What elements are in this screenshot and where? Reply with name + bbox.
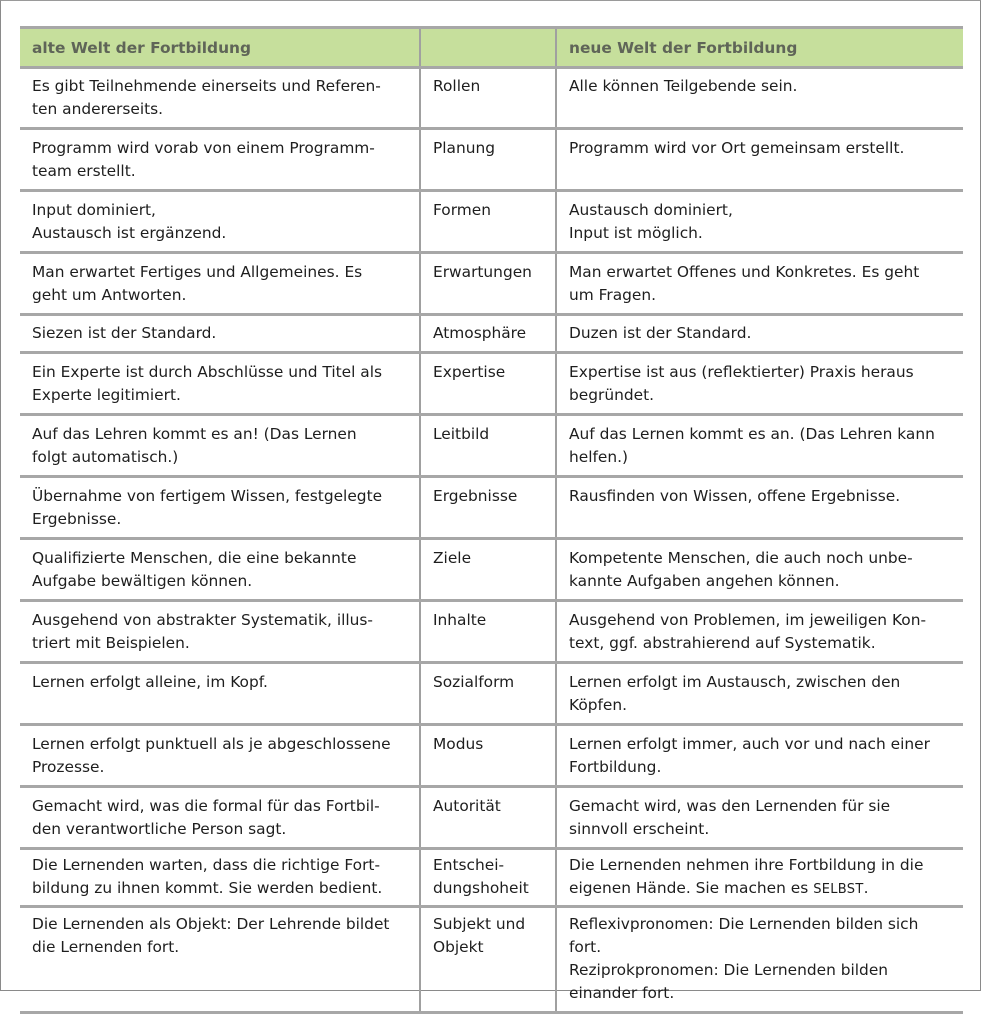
cell-line (569, 485, 951, 508)
cell-text: Die Lernenden nehmen ihre Fortbildung in die (569, 856, 924, 874)
cell-line (433, 75, 543, 98)
cell-text: Ein Experte ist durch Abschlüsse und Titel als (32, 363, 383, 381)
cell-line (569, 446, 951, 469)
cell-line (569, 632, 951, 655)
cell-old-world (20, 907, 420, 1013)
cell-text: Planung (433, 139, 496, 157)
table-row (20, 477, 963, 539)
cell-text: Ergebnisse (433, 487, 518, 505)
cell-new-world (556, 253, 963, 315)
cell-text: den verantwortliche Person sagt. (32, 820, 287, 838)
cell-line (569, 936, 951, 959)
cell-old-world (20, 787, 420, 849)
cell-text: Lernen erfolgt punktuell als je abgeschlossene (32, 735, 391, 753)
cell-line (569, 877, 951, 901)
cell-aspect (420, 415, 556, 477)
cell-new-world (556, 191, 963, 253)
cell-old-world (20, 477, 420, 539)
cell-text: sinnvoll erscheint. (569, 820, 710, 838)
table-header-row (20, 28, 963, 68)
cell-text: Autorität (433, 797, 501, 815)
table-row (20, 68, 963, 129)
cell-text: Gemacht wird, was die formal für das Fortbil- (32, 797, 380, 815)
cell-line (569, 854, 951, 877)
cell-text: Expertise ist aus (reflektierter) Praxis heraus (569, 363, 914, 381)
cell-line (569, 322, 951, 345)
table-row (20, 353, 963, 415)
cell-aspect (420, 725, 556, 787)
cell-line (433, 199, 543, 222)
cell-line (32, 361, 407, 384)
cell-line (433, 485, 543, 508)
cell-text: Köpfen. (569, 696, 628, 714)
cell-line (32, 508, 407, 531)
cell-text: triert mit Beispielen. (32, 634, 190, 652)
cell-old-world (20, 539, 420, 601)
cell-text: Auf das Lehren kommt es an! (Das Lernen (32, 425, 357, 443)
table-row (20, 129, 963, 191)
cell-text: Übernahme von fertigem Wissen, festgelegte (32, 487, 383, 505)
cell-line (433, 322, 543, 345)
cell-new-world (556, 725, 963, 787)
cell-text: helfen.) (569, 448, 629, 466)
cell-text: Objekt (433, 938, 484, 956)
cell-line (32, 98, 407, 121)
cell-line (32, 877, 407, 900)
cell-text: Die Lernenden als Objekt: Der Lehrende bildet (32, 915, 390, 933)
cell-line (32, 75, 407, 98)
cell-text: Duzen ist der Standard. (569, 324, 752, 342)
cell-text: Die Lernenden warten, dass die richtige Fort- (32, 856, 381, 874)
cell-text: Siezen ist der Standard. (32, 324, 217, 342)
cell-old-world (20, 191, 420, 253)
table-row (20, 315, 963, 353)
cell-line (433, 609, 543, 632)
cell-line (32, 854, 407, 877)
cell-text: team erstellt. (32, 162, 136, 180)
cell-line (569, 361, 951, 384)
cell-text: Gemacht wird, was den Lernenden für sie (569, 797, 891, 815)
cell-line (433, 547, 543, 570)
cell-aspect (420, 787, 556, 849)
cell-new-world (556, 353, 963, 415)
cell-line (569, 199, 951, 222)
cell-text: Input ist möglich. (569, 224, 703, 242)
cell-text: Lernen erfolgt im Austausch, zwischen den (569, 673, 901, 691)
table-row (20, 907, 963, 1013)
cell-text: Rollen (433, 77, 481, 95)
cell-text: eigenen Hände. Sie machen es (569, 879, 814, 897)
table-row (20, 415, 963, 477)
cell-line (32, 671, 407, 694)
cell-line (32, 485, 407, 508)
cell-aspect (420, 539, 556, 601)
cell-line (32, 818, 407, 841)
cell-text: Prozesse. (32, 758, 105, 776)
cell-line (32, 199, 407, 222)
cell-old-world (20, 129, 420, 191)
cell-line (32, 936, 407, 959)
cell-text: Auf das Lernen kommt es an. (Das Lehren kann (569, 425, 935, 443)
cell-text: Erwartungen (433, 263, 532, 281)
cell-text: Ausgehend von abstrakter Systematik, illus- (32, 611, 373, 629)
cell-line (569, 222, 951, 245)
cell-line (32, 322, 407, 345)
table-row (20, 539, 963, 601)
cell-line (32, 795, 407, 818)
cell-line (433, 261, 543, 284)
cell-line (433, 936, 543, 959)
cell-line (569, 959, 951, 982)
cell-line (433, 913, 543, 936)
cell-line (569, 982, 951, 1005)
cell-text: Rausfinden von Wissen, offene Ergebnisse. (569, 487, 901, 505)
cell-line (569, 423, 951, 446)
cell-line (569, 795, 951, 818)
cell-aspect (420, 129, 556, 191)
cell-aspect (420, 601, 556, 663)
cell-old-world (20, 253, 420, 315)
cell-aspect (420, 315, 556, 353)
table-row (20, 191, 963, 253)
cell-text: begründet. (569, 386, 655, 404)
cell-line (433, 877, 543, 900)
cell-text: Lernen erfolgt alleine, im Kopf. (32, 673, 268, 691)
cell-line (433, 671, 543, 694)
table-row (20, 787, 963, 849)
cell-text: kannte Aufgaben angehen können. (569, 572, 840, 590)
cell-line (569, 284, 951, 307)
cell-line (32, 160, 407, 183)
cell-old-world (20, 663, 420, 725)
cell-old-world (20, 415, 420, 477)
cell-text: Austausch dominiert, (569, 201, 733, 219)
cell-line (32, 733, 407, 756)
cell-text: Lernen erfolgt immer, auch vor und nach einer (569, 735, 930, 753)
cell-line (433, 423, 543, 446)
cell-text: Austausch ist ergänzend. (32, 224, 227, 242)
cell-aspect (420, 68, 556, 129)
cell-text: Entschei- (433, 856, 505, 874)
cell-new-world (556, 415, 963, 477)
cell-new-world (556, 539, 963, 601)
cell-aspect (420, 849, 556, 907)
cell-aspect (420, 907, 556, 1013)
cell-line (569, 547, 951, 570)
cell-aspect (420, 477, 556, 539)
cell-new-world (556, 129, 963, 191)
header-new-world: neue Welt der Fortbildung (556, 28, 963, 68)
cell-line (32, 547, 407, 570)
cell-text: geht um Antworten. (32, 286, 187, 304)
cell-line (433, 795, 543, 818)
cell-text: Alle können Teilgebende sein. (569, 77, 798, 95)
cell-new-world (556, 663, 963, 725)
cell-text: Es gibt Teilnehmende einerseits und Referen- (32, 77, 381, 95)
cell-line (32, 222, 407, 245)
cell-text: dungshoheit (433, 879, 529, 897)
cell-line (569, 609, 951, 632)
cell-text-tail: . (863, 879, 869, 897)
cell-text: Fortbildung. (569, 758, 662, 776)
cell-text: Formen (433, 201, 491, 219)
cell-line (32, 423, 407, 446)
cell-text: Leitbild (433, 425, 490, 443)
cell-line (569, 756, 951, 779)
cell-line (32, 609, 407, 632)
cell-text: Programm wird vor Ort gemeinsam erstellt. (569, 139, 905, 157)
cell-line (32, 446, 407, 469)
cell-text: Kompetente Menschen, die auch noch unbe- (569, 549, 913, 567)
header-old-world: alte Welt der Fortbildung (20, 28, 420, 68)
cell-text: bildung zu ihnen kommt. Sie werden bedient. (32, 879, 383, 897)
cell-new-world (556, 315, 963, 353)
cell-line (569, 570, 951, 593)
cell-old-world (20, 68, 420, 129)
cell-line (569, 671, 951, 694)
cell-text: Subjekt und (433, 915, 526, 933)
table-row (20, 601, 963, 663)
cell-old-world (20, 601, 420, 663)
cell-line (569, 733, 951, 756)
cell-text: Atmosphäre (433, 324, 527, 342)
cell-new-world (556, 601, 963, 663)
cell-new-world (556, 477, 963, 539)
cell-line (433, 361, 543, 384)
cell-line (32, 137, 407, 160)
cell-text: Sozialform (433, 673, 515, 691)
cell-text: Ziele (433, 549, 472, 567)
cell-line (32, 284, 407, 307)
table-row (20, 253, 963, 315)
cell-line (32, 913, 407, 936)
cell-text: Ausgehend von Problemen, im jeweiligen Kon- (569, 611, 927, 629)
emphasis-selbst: SELBST (813, 882, 864, 897)
cell-text: ten andererseits. (32, 100, 164, 118)
cell-line (569, 818, 951, 841)
cell-text: Ergebnisse. (32, 510, 122, 528)
cell-line (32, 570, 407, 593)
cell-line (569, 261, 951, 284)
table-row (20, 663, 963, 725)
cell-old-world (20, 849, 420, 907)
cell-text: folgt automatisch.) (32, 448, 179, 466)
cell-new-world (556, 787, 963, 849)
cell-old-world (20, 725, 420, 787)
table-row (20, 725, 963, 787)
cell-text: Man erwartet Offenes und Konkretes. Es geht (569, 263, 920, 281)
cell-line (569, 137, 951, 160)
cell-text: Modus (433, 735, 484, 753)
cell-line (433, 854, 543, 877)
cell-text: Expertise (433, 363, 506, 381)
header-aspect (420, 28, 556, 68)
cell-line (433, 137, 543, 160)
cell-text: Input dominiert, (32, 201, 156, 219)
cell-text: die Lernenden fort. (32, 938, 180, 956)
cell-line (569, 913, 951, 936)
comparison-table (20, 26, 963, 1014)
cell-line (433, 733, 543, 756)
cell-text: Inhalte (433, 611, 487, 629)
cell-text: Programm wird vorab von einem Programm- (32, 139, 375, 157)
cell-text: Qualifizierte Menschen, die eine bekannte (32, 549, 357, 567)
cell-new-world (556, 907, 963, 1013)
cell-aspect (420, 191, 556, 253)
cell-text: Reziprokpronomen: Die Lernenden bilden (569, 961, 889, 979)
cell-text: um Fragen. (569, 286, 657, 304)
cell-text: fort. (569, 938, 602, 956)
cell-text: einander fort. (569, 984, 675, 1002)
cell-old-world (20, 315, 420, 353)
cell-line (569, 384, 951, 407)
cell-aspect (420, 353, 556, 415)
cell-text: Aufgabe bewältigen können. (32, 572, 253, 590)
cell-line (32, 261, 407, 284)
cell-line (32, 384, 407, 407)
table-row (20, 849, 963, 907)
cell-text: Experte legitimiert. (32, 386, 181, 404)
cell-text: text, ggf. abstrahierend auf Systematik. (569, 634, 876, 652)
cell-text: Man erwartet Fertiges und Allgemeines. Es (32, 263, 363, 281)
cell-line (32, 632, 407, 655)
cell-new-world (556, 68, 963, 129)
cell-line (569, 694, 951, 717)
cell-old-world (20, 353, 420, 415)
cell-aspect (420, 253, 556, 315)
cell-aspect (420, 663, 556, 725)
cell-line (32, 756, 407, 779)
cell-text: Reflexivpronomen: Die Lernenden bilden sich (569, 915, 919, 933)
cell-line (569, 75, 951, 98)
cell-new-world (556, 849, 963, 907)
